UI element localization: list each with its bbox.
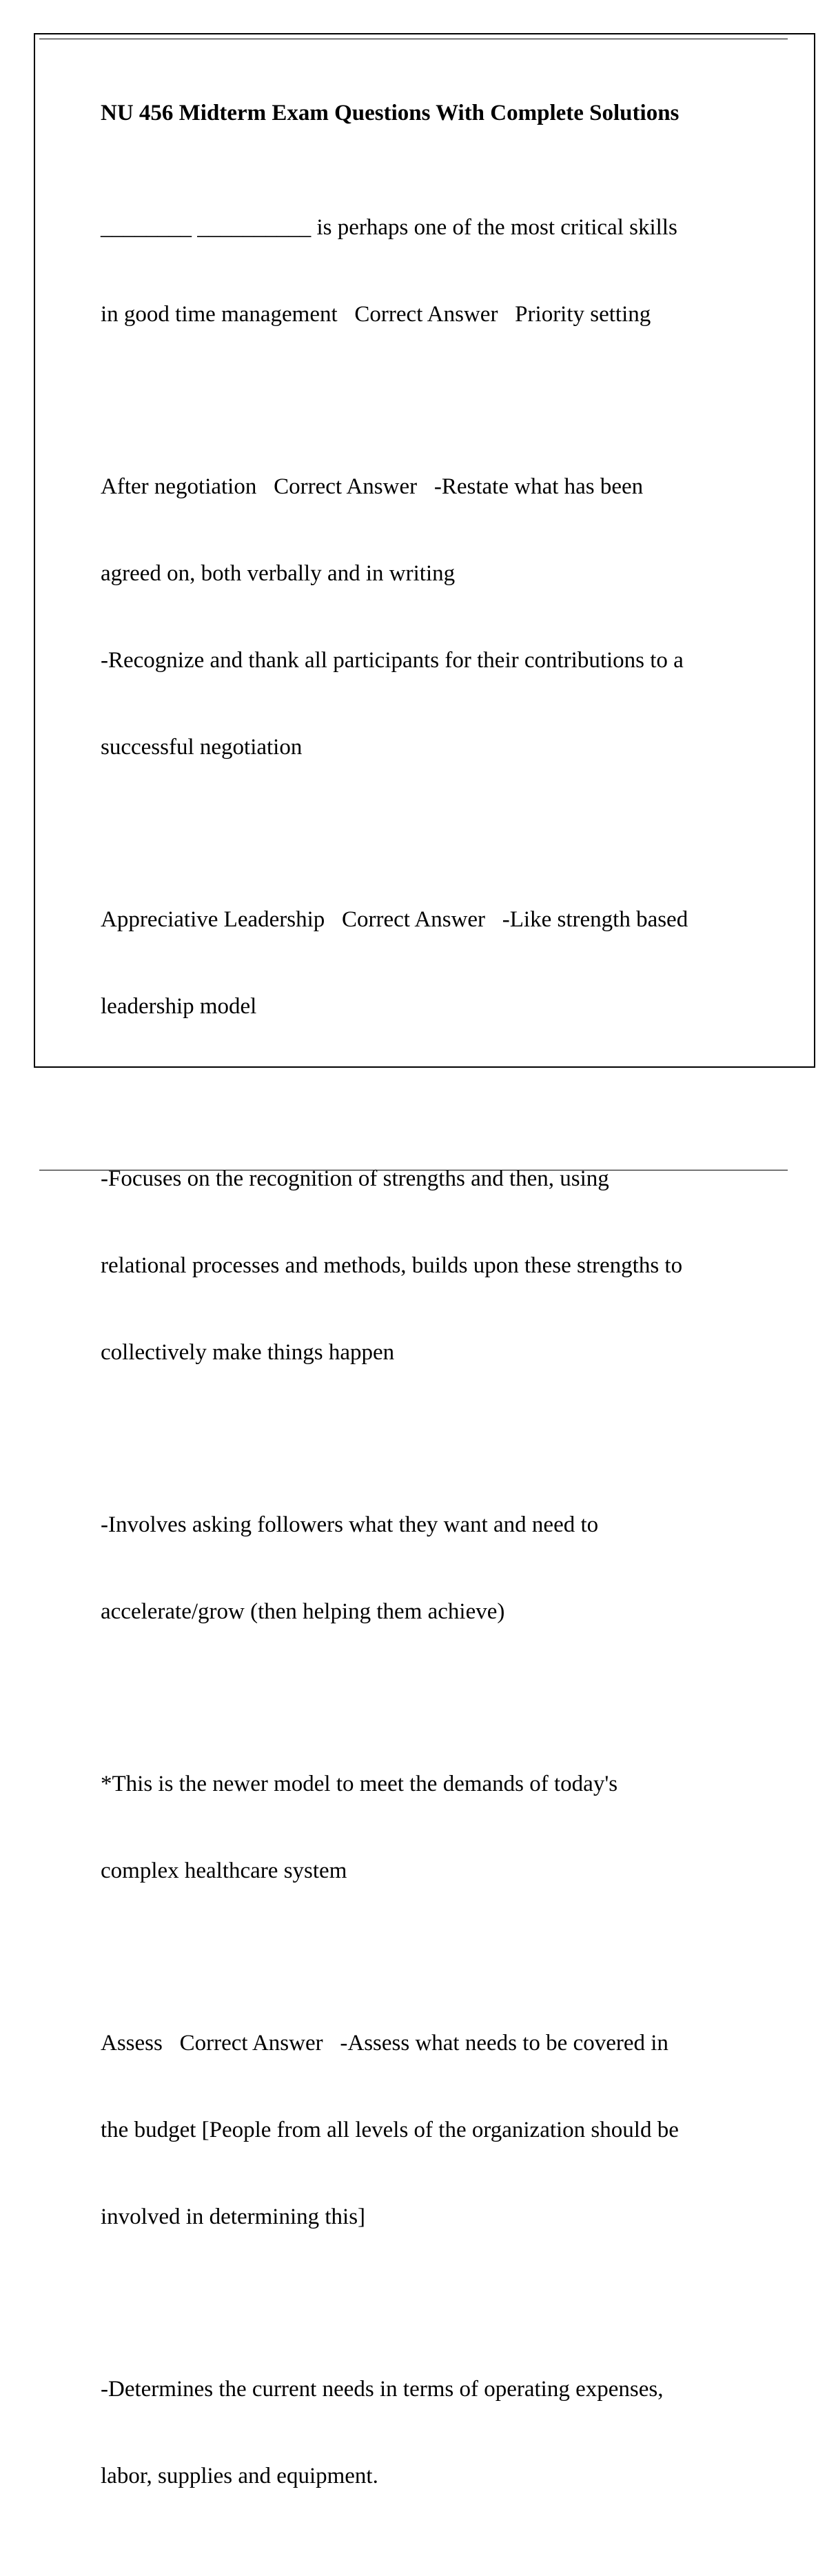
document-title: NU 456 Midterm Exam Questions With Complete Solutions [101,101,680,125]
text-line: -Recognize and thank all participants for their contributions to a [101,648,684,673]
text-line: relational processes and methods, builds upon these strengths to [101,1253,683,1278]
document-body [101,99,762,2576]
paragraph-appreciative-leadership [101,847,762,1079]
text-line: the budget [People from all levels of the organization should be [101,2118,679,2142]
paragraph-determines-current-needs [101,2317,762,2548]
text-line: *This is the newer model to meet the demands of today's [101,1772,618,1796]
text-line: Appreciative Leadership Correct Answer -Like strength based [101,907,688,932]
paragraph-involves-asking-followers [101,1452,762,1684]
text-line: successful negotiation [101,735,303,760]
text-line: Assess Correct Answer -Assess what needs to be covered in [101,2031,668,2056]
text-line: After negotiation Correct Answer -Restate what has been [101,474,644,499]
paragraph-priority-setting [101,155,762,387]
text-line: agreed on, both verbally and in writing [101,561,456,586]
paragraph-assess [101,1971,762,2289]
text-line: labor, supplies and equipment. [101,2464,378,2488]
text-line: leadership model [101,994,257,1019]
text-line: -Focuses on the recognition of strengths and then, using [101,1166,609,1191]
text-line: ________ __________ is perhaps one of the most critical skills [101,215,677,240]
text-line: involved in determining this] [101,2204,366,2229]
text-line: -Determines the current needs in terms of operating expenses, [101,2377,664,2402]
paragraph-after-negotiation [101,414,762,820]
text-line: -Involves asking followers what they want and need to [101,1512,599,1537]
paragraph-newer-model [101,1712,762,1943]
text-line: complex healthcare system [101,1858,347,1883]
paragraph-focuses-on-strengths [101,1106,762,1425]
text-line: accelerate/grow (then helping them achieve) [101,1599,505,1624]
text-line: in good time management Correct Answer Priority setting [101,302,651,327]
text-line: collectively make things happen [101,1340,395,1365]
